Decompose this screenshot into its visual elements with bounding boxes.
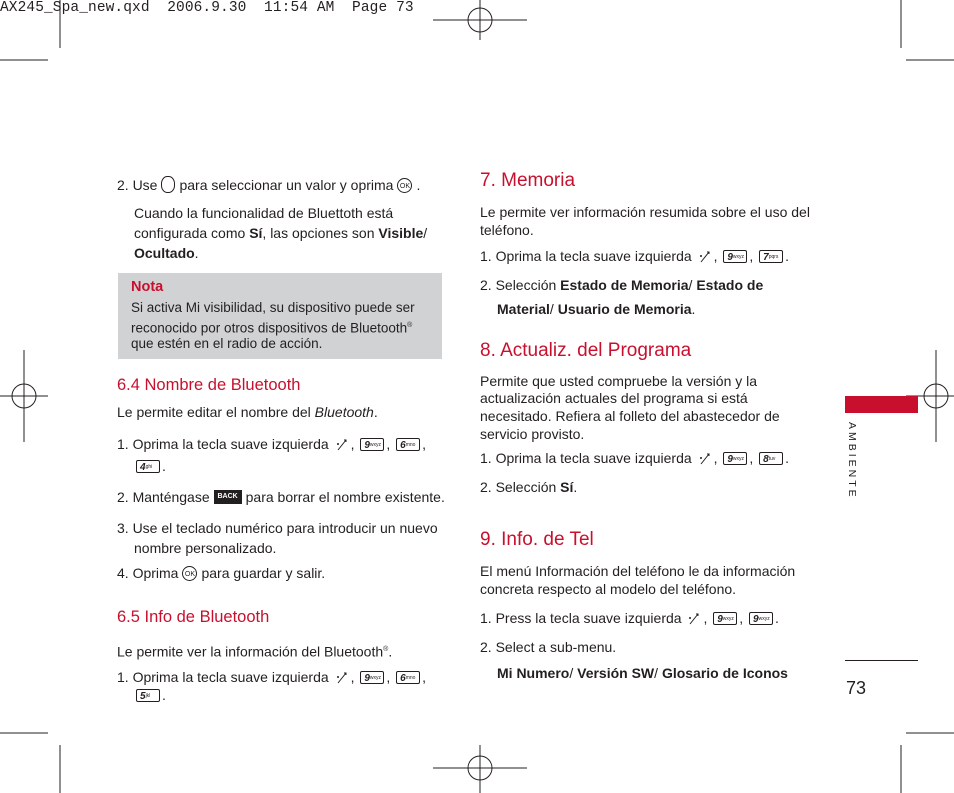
text: , <box>749 450 754 466</box>
left-soft-key-icon <box>335 438 349 451</box>
section-6-5-desc <box>117 641 392 661</box>
text: / <box>549 301 554 317</box>
text: , <box>703 610 708 626</box>
text: . <box>691 301 696 317</box>
text-bold: Versión SW <box>577 665 655 681</box>
section-8-desc4: servicio provisto. <box>480 426 585 442</box>
note-line3: que estén en el radio de acción. <box>131 336 323 351</box>
registered-mark: ® <box>407 322 413 329</box>
text: / <box>569 665 574 681</box>
page-number: 73 <box>846 678 867 698</box>
text: 1. Oprima la tecla suave izquierda <box>117 669 329 685</box>
key-7-icon: $7^{pqrs}$ <box>759 250 783 263</box>
text: , <box>749 248 754 264</box>
text: 1. Oprima la tecla suave izquierda <box>480 450 692 466</box>
key-6-icon: $6^{mno}$ <box>396 671 420 684</box>
section-7-title: 7. Memoria <box>480 170 576 191</box>
text: 1. Press la tecla suave izquierda <box>480 610 682 626</box>
left-soft-key-icon <box>687 612 701 625</box>
print-header: AX245_Spa_new.qxd 2006.9.30 11:54 AM Page 73 <box>0 0 414 16</box>
text: 2. Manténgase <box>117 489 210 505</box>
section-6-4-step3-line1: 3. Use el teclado numérico para introducir un nuevo <box>117 520 438 536</box>
key-8-icon: $8^{tuv}$ <box>759 452 783 465</box>
section-6-4-step2 <box>117 488 445 506</box>
section-8-desc2: actualización actuales del programa si está <box>480 390 748 406</box>
text: configurada como <box>134 225 246 241</box>
text: para guardar y salir. <box>201 565 326 581</box>
text: . <box>785 450 790 466</box>
section-7-step1 <box>480 247 789 265</box>
page-number-rule <box>845 660 918 661</box>
key-9-icon: $9^{wxyz}$ <box>723 250 747 263</box>
step2-text-c: . <box>416 177 421 193</box>
visible-paragraph-line1: Cuando la funcionalidad de Bluettoth está <box>134 205 394 221</box>
navigation-key-icon <box>161 176 175 193</box>
section-9-desc1: El menú Información del teléfono le da información <box>480 563 796 579</box>
section-6-4-title: 6.4 Nombre de Bluetooth <box>117 376 301 394</box>
text: 2. Selección <box>480 277 557 293</box>
text: Le permite ver la información del Bluetooth <box>117 643 384 660</box>
key-6-icon: $6^{mno}$ <box>396 438 420 451</box>
key-9-icon: $9^{wxyz}$ <box>713 612 737 625</box>
text: , <box>422 436 427 452</box>
section-9-step1 <box>480 609 779 627</box>
section-6-4-step1 <box>117 435 426 453</box>
section-8-title: 8. Actualiz. del Programa <box>480 340 692 361</box>
step2-text-a: 2. Use <box>117 177 158 193</box>
text-bold: Mi Numero <box>497 665 570 681</box>
key-4-icon: $4^{ghi}$ <box>136 460 160 473</box>
text: , <box>422 669 427 685</box>
text: . <box>162 458 166 474</box>
left-soft-key-icon <box>335 671 349 684</box>
text: reconocido por otros dispositivos de Bluetooth <box>131 320 408 336</box>
text: . <box>388 643 393 660</box>
text: . <box>785 248 790 264</box>
section-8-desc3: necesitado. Refiera al folleto del abastecedor de <box>480 408 780 424</box>
text-bold: Material <box>497 301 550 317</box>
section-8-step2 <box>480 478 577 496</box>
text-bold: Sí <box>560 479 574 495</box>
back-key-icon: BACK <box>214 490 242 504</box>
section-side-label: AMBIENTE <box>846 422 858 500</box>
text: 1. Oprima la tecla suave izquierda <box>480 248 692 264</box>
section-8-desc1: Permite que usted compruebe la versión y la <box>480 373 758 389</box>
text: , <box>739 610 744 626</box>
left-soft-key-icon <box>698 250 712 263</box>
text-ocultado: Ocultado <box>134 245 195 261</box>
text-si: Sí <box>249 225 263 241</box>
text-bold: Glosario de Iconos <box>661 665 788 681</box>
left-soft-key-icon <box>698 452 712 465</box>
text: , <box>713 248 718 264</box>
section-7-step2-line1 <box>480 276 763 294</box>
ok-key-icon: OK <box>397 178 412 193</box>
note-line1: Si activa Mi visibilidad, su dispositivo puede ser <box>131 300 415 315</box>
text: Le permite editar el nombre del <box>117 404 311 420</box>
key-9-icon: $9^{wxyz}$ <box>749 612 773 625</box>
text-bold: Estado de Memoria <box>560 277 689 293</box>
left-step2 <box>117 176 420 195</box>
text: . <box>573 479 578 495</box>
text-bold: Usuario de Memoria <box>557 301 692 317</box>
section-7-desc2: teléfono. <box>480 222 534 238</box>
visible-paragraph-line2 <box>134 224 427 242</box>
section-tab-bar <box>845 396 918 413</box>
text-bold: Estado de <box>696 277 764 293</box>
text: , <box>350 436 355 452</box>
text: , <box>350 669 355 685</box>
text: para borrar el nombre existente. <box>245 489 445 505</box>
section-9-desc2: concreta respecto al modelo del teléfono. <box>480 581 737 597</box>
text: , <box>386 436 391 452</box>
text: 2. Selección <box>480 479 557 495</box>
text: , <box>386 669 391 685</box>
step2-text-b: para seleccionar un valor y oprima <box>179 177 394 193</box>
text: . <box>162 687 166 703</box>
text: . <box>194 245 199 261</box>
section-7-step2-line2 <box>497 300 695 318</box>
visible-paragraph-line3 <box>134 244 199 262</box>
text: . <box>775 610 779 626</box>
section-9-title: 9. Info. de Tel <box>480 529 594 550</box>
text-visible: Visible <box>378 225 424 241</box>
section-9-step2: 2. Select a sub-menu. <box>480 639 617 655</box>
section-7-desc1: Le permite ver información resumida sobre el uso del <box>480 204 810 220</box>
section-9-submenu <box>497 664 788 682</box>
text: . <box>373 404 378 420</box>
text-italic: Bluetooth <box>314 404 374 420</box>
section-6-5-title: 6.5 Info de Bluetooth <box>117 608 270 626</box>
text: / <box>654 665 659 681</box>
registered-mark: ® <box>383 646 389 653</box>
key-9-icon: $9^{wxyz}$ <box>360 671 384 684</box>
section-6-4-step3-line2: nombre personalizado. <box>134 540 277 556</box>
text: , las opciones son <box>262 225 375 241</box>
text: / <box>688 277 693 293</box>
key-5-icon: $5^{jkl}$ <box>136 689 160 702</box>
section-6-4-step4 <box>117 564 325 582</box>
section-8-step1 <box>480 449 789 467</box>
text: , <box>713 450 718 466</box>
key-9-icon: $9^{wxyz}$ <box>360 438 384 451</box>
ok-key-icon: OK <box>182 566 197 581</box>
section-6-4-step1-cont <box>134 457 166 475</box>
section-6-5-step1-cont <box>134 686 166 704</box>
text: 1. Oprima la tecla suave izquierda <box>117 436 329 452</box>
text: 4. Oprima <box>117 565 179 581</box>
note-title: Nota <box>131 279 164 295</box>
key-9-icon: $9^{wxyz}$ <box>723 452 747 465</box>
text: / <box>423 225 428 241</box>
section-6-4-desc <box>117 403 378 421</box>
section-6-5-step1 <box>117 668 426 686</box>
